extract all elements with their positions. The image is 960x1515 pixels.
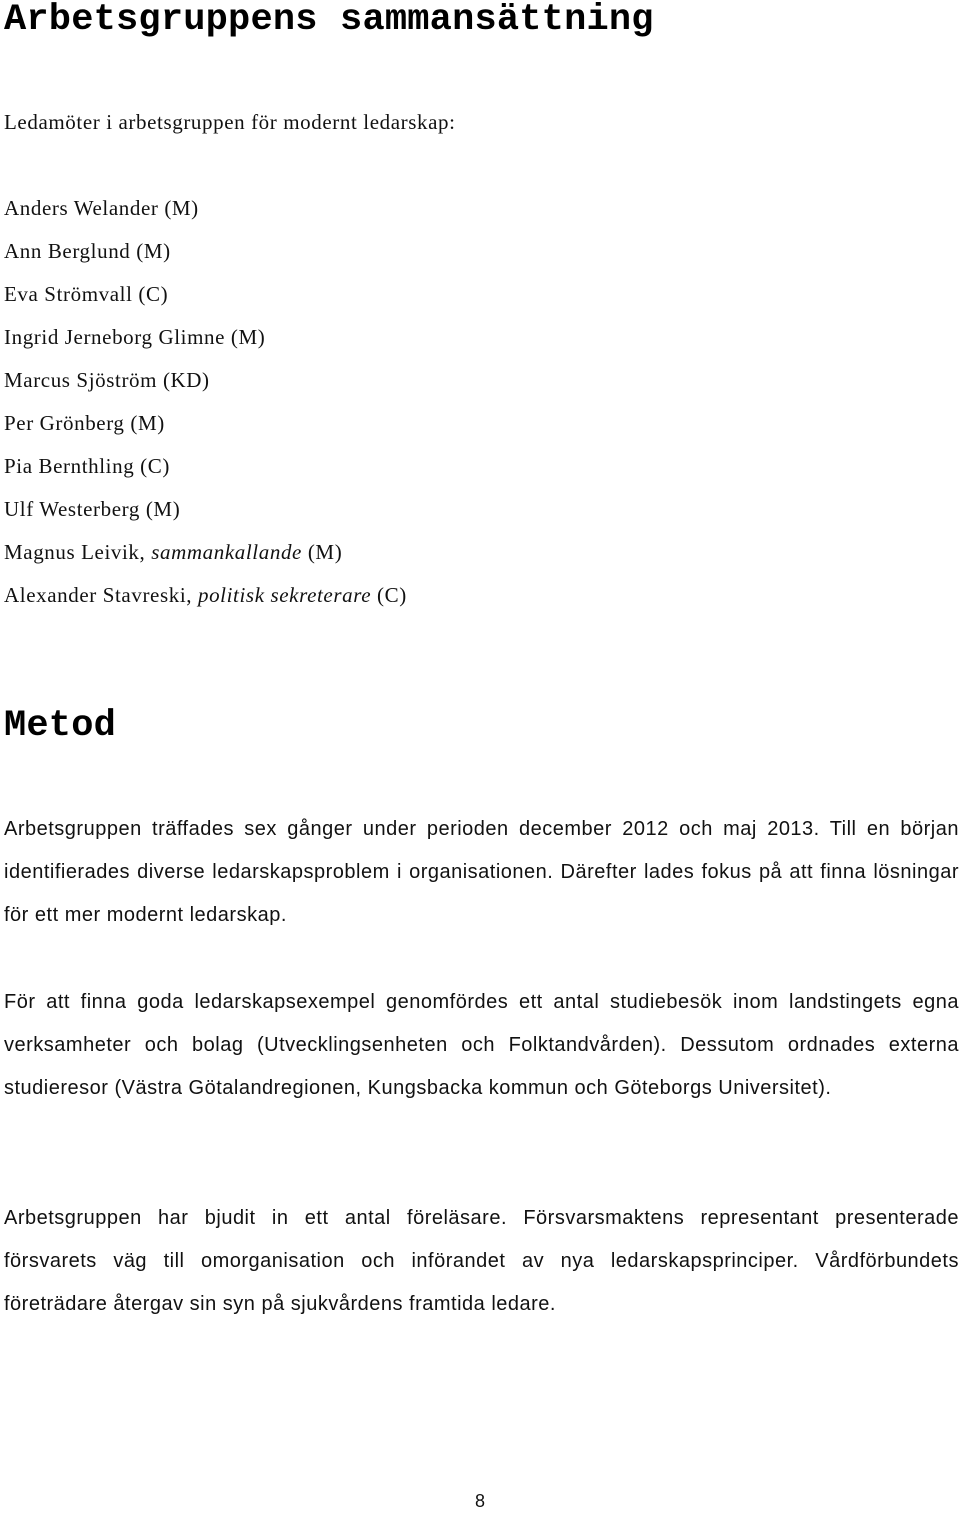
member-party: (C) — [140, 454, 170, 478]
member-name: Ann Berglund — [4, 239, 131, 263]
member-party: (M) — [164, 196, 199, 220]
page-number: 8 — [474, 1491, 485, 1511]
member-item — [4, 278, 407, 321]
section-heading-method: Metod — [4, 705, 117, 747]
member-name: Eva Strömvall — [4, 282, 133, 306]
member-item — [4, 235, 407, 278]
member-party: (M) — [307, 540, 343, 564]
members-intro: Ledamöter i arbetsgruppen för modernt ledarskap: — [4, 110, 456, 134]
member-name: Per Grönberg — [4, 411, 125, 435]
member-item — [4, 407, 407, 450]
member-item — [4, 192, 407, 235]
method-paragraph: Arbetsgruppen har bjudit in ett antal föreläsare. Försvarsmaktens representant presenterade försvarets väg till omorganisation och införandet av nya ledarskapsprinciper. Vårdförbundets företrädare återgav sin syn på sjukvårdens framtida ledare. — [4, 1207, 959, 1315]
member-item — [4, 579, 407, 622]
member-name: Ingrid Jerneborg Glimne — [4, 325, 226, 349]
member-party: (C) — [377, 583, 407, 607]
section-heading-composition: Arbetsgruppens sammansättning — [4, 0, 654, 41]
member-party: (M) — [136, 239, 171, 263]
method-paragraph: För att finna goda ledarskapsexempel genomfördes ett antal studiebesök inom landstingets egna verksamheter och bolag (Utvecklingsenheten och Folktandvården). Dessutom ordnades externa studieresor (Västra Götalandregionen, Kungsbacka kommun och Göteborgs Universitet). — [4, 991, 959, 1099]
member-name: Alexander Stavreski, — [4, 583, 193, 607]
member-role: sammankallande — [151, 540, 302, 564]
member-item — [4, 321, 407, 364]
member-party: (C) — [138, 282, 169, 306]
member-item — [4, 536, 407, 579]
member-name: Magnus Leivik, — [4, 540, 146, 564]
member-name: Pia Bernthling — [4, 454, 135, 478]
member-item — [4, 450, 407, 493]
member-party: (KD) — [162, 368, 210, 392]
member-item — [4, 364, 407, 407]
member-name: Anders Welander — [4, 196, 159, 220]
member-party: (M) — [145, 497, 181, 521]
member-name: Marcus Sjöström — [4, 368, 158, 392]
member-role: politisk sekreterare — [197, 583, 372, 607]
member-item — [4, 493, 407, 536]
member-party: (M) — [130, 411, 165, 435]
member-name: Ulf Westerberg — [4, 497, 140, 521]
method-paragraph: Arbetsgruppen träffades sex gånger under perioden december 2012 och maj 2013. Till en början identifierades diverse ledarskapsproblem i organisationen. Därefter lades fokus på att finna lösningar för ett mer modernt ledarskap. — [4, 818, 959, 926]
member-list — [4, 192, 407, 622]
member-party: (M) — [230, 325, 266, 349]
